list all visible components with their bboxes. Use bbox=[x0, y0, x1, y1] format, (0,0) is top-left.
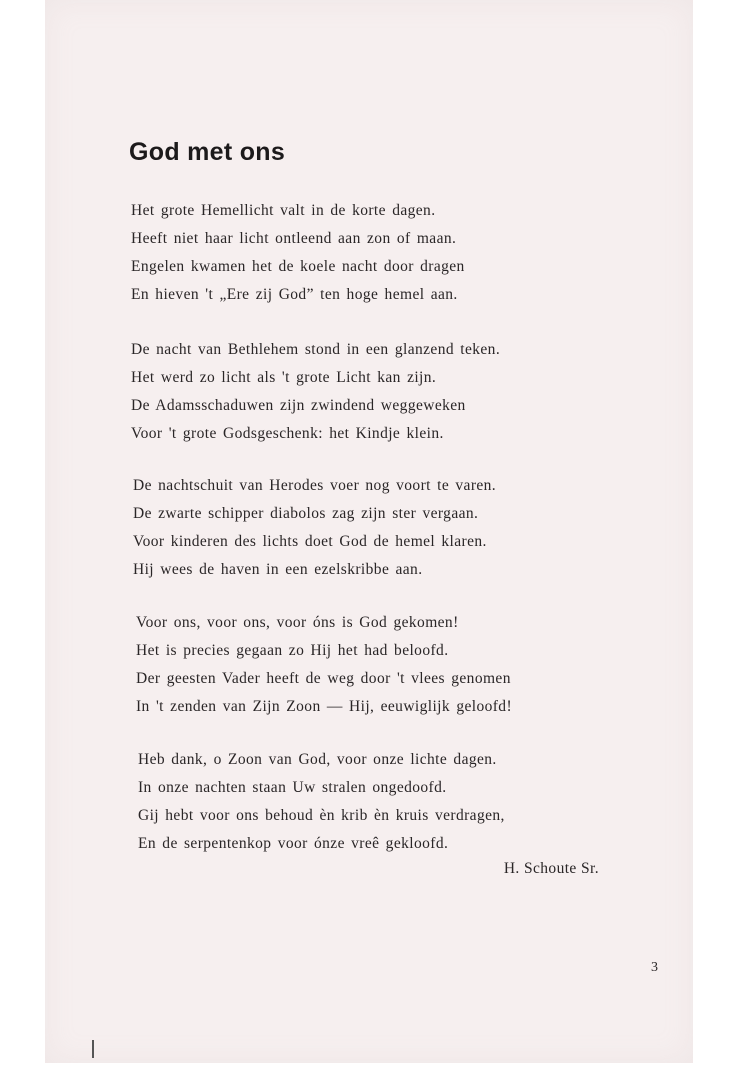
poem-line: Heb dank, o Zoon van God, voor onze lichte dagen. bbox=[138, 751, 497, 768]
poem-line: Het is precies gegaan zo Hij het had beloofd. bbox=[136, 642, 449, 659]
author-signature: H. Schoute Sr. bbox=[503, 860, 599, 877]
poem-line: De zwarte schipper diabolos zag zijn ster vergaan. bbox=[133, 505, 479, 522]
poem-line: En de serpentenkop voor ónze vreê gekloofd. bbox=[138, 835, 449, 852]
document-page bbox=[45, 0, 693, 1063]
poem-line: Gij hebt voor ons behoud èn krib èn kruis verdragen, bbox=[138, 807, 505, 824]
poem-line: In 't zenden van Zijn Zoon — Hij, eeuwiglijk geloofd! bbox=[136, 698, 513, 715]
poem-line: Heeft niet haar licht ontleend aan zon of maan. bbox=[131, 230, 457, 247]
stanza-3 bbox=[133, 472, 496, 584]
poem-line: Der geesten Vader heeft de weg door 't vlees genomen bbox=[136, 670, 511, 687]
stanza-1 bbox=[131, 197, 465, 309]
poem-line: Engelen kwamen het de koele nacht door dragen bbox=[131, 258, 465, 275]
poem-line: Voor 't grote Godsgeschenk: het Kindje klein. bbox=[131, 425, 444, 442]
stanza-5 bbox=[138, 746, 505, 858]
poem-line: Het grote Hemellicht valt in de korte dagen. bbox=[131, 202, 436, 219]
stanza-2 bbox=[131, 336, 500, 448]
poem-line: Hij wees de haven in een ezelskribbe aan. bbox=[133, 561, 423, 578]
poem-line: Voor kinderen des lichts doet God de hemel klaren. bbox=[133, 533, 487, 550]
poem-line: De Adamsschaduwen zijn zwindend weggeweken bbox=[131, 397, 466, 414]
page-number: 3 bbox=[651, 960, 658, 975]
poem-title: God met ons bbox=[129, 138, 286, 166]
poem-line: In onze nachten staan Uw stralen ongedoofd. bbox=[138, 779, 447, 796]
poem-line: De nachtschuit van Herodes voer nog voort te varen. bbox=[133, 477, 497, 494]
stanza-4 bbox=[136, 609, 512, 721]
poem-line: Voor ons, voor ons, voor óns is God gekomen! bbox=[136, 614, 459, 631]
poem-line: De nacht van Bethlehem stond in een glanzend teken. bbox=[131, 341, 501, 358]
poem-line: En hieven 't „Ere zij God” ten hoge hemel aan. bbox=[131, 286, 458, 303]
scan-edge-mark bbox=[92, 1040, 94, 1058]
poem-line: Het werd zo licht als 't grote Licht kan zijn. bbox=[131, 369, 437, 386]
